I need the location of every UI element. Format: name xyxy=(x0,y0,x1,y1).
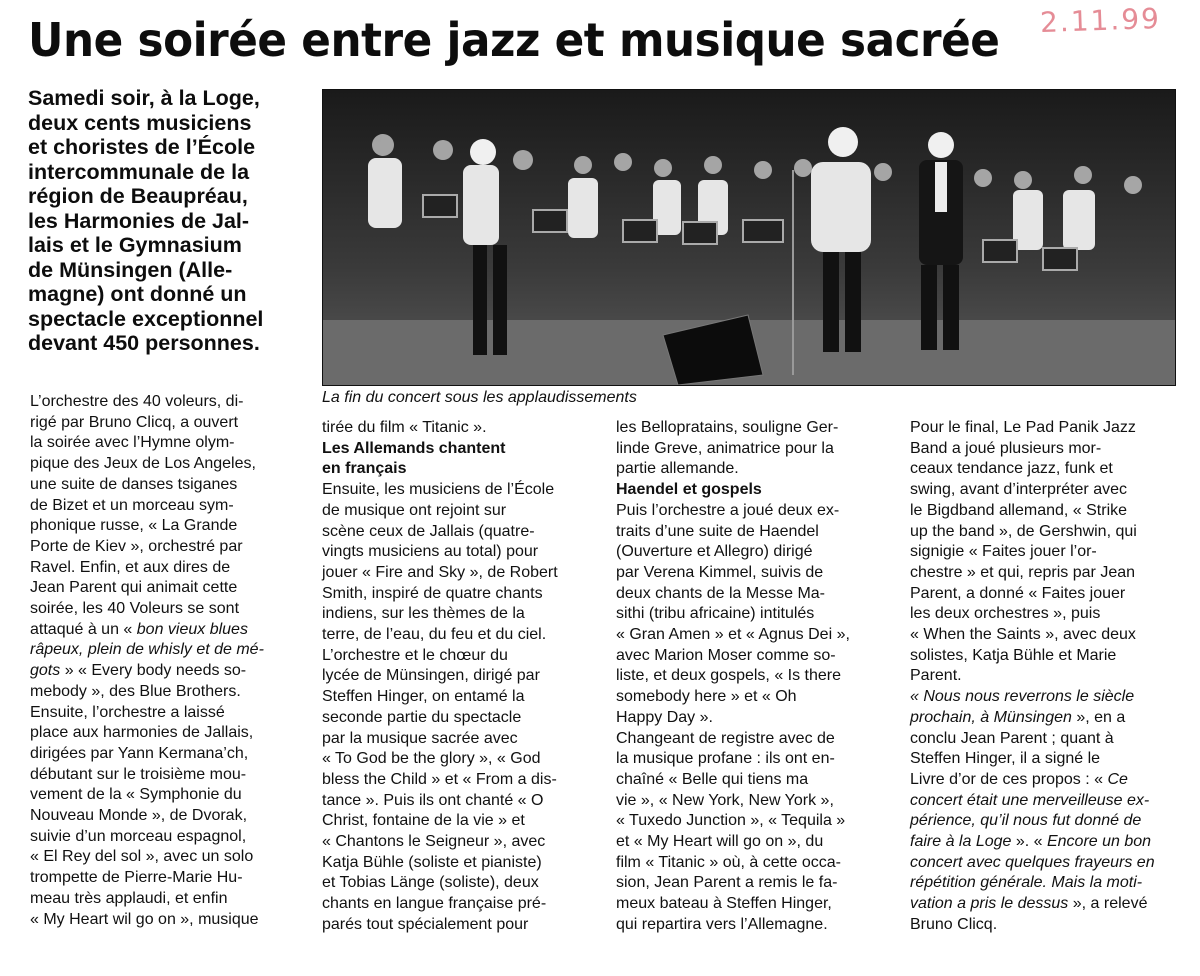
text-segment: », a relevé xyxy=(1068,895,1148,913)
text-line xyxy=(30,661,308,682)
lead-line: spectacle exceptionnel xyxy=(28,306,264,331)
text-line: la soirée avec l’Hymne olym- xyxy=(30,434,235,452)
quote-italic: faire à la Loge xyxy=(910,833,1012,851)
subheading: Haendel et gospels xyxy=(616,481,762,499)
text-line: Porte de Kiev », orchestré par xyxy=(30,537,243,555)
text-line: « Gran Amen » et « Agnus Dei », xyxy=(616,626,850,644)
text-line xyxy=(30,620,308,641)
text-line: chants en langue française pré- xyxy=(322,895,547,913)
text-line: jouer « Fire and Sky », de Robert xyxy=(322,563,558,581)
text-line: Katja Bühle (soliste et pianiste) xyxy=(322,853,542,871)
text-line: « To God be the glory », « God xyxy=(322,750,541,768)
text-line: somebody here » et « Oh xyxy=(616,688,797,706)
text-line: L’orchestre des 40 voleurs, di- xyxy=(30,393,244,410)
quote-italic: gots xyxy=(30,662,61,680)
text-line: bless the Child » et « From a dis- xyxy=(322,770,557,788)
lead-line: magne) ont donné un xyxy=(28,282,247,306)
text-line: Smith, inspiré de quatre chants xyxy=(322,584,543,602)
quote-italic: prochain, à Münsingen xyxy=(910,708,1072,726)
lead-line: Samedi soir, à la Loge, xyxy=(28,86,260,110)
text-line: les Bellopratains, souligne Ger- xyxy=(616,419,839,436)
text-line: de Bizet et un morceau sym- xyxy=(30,496,234,514)
text-line: Steffen Hinger, on entamé la xyxy=(322,688,525,706)
text-line: Puis l’orchestre a joué deux ex- xyxy=(616,501,840,519)
text-line: terre, de l’eau, du feu et du ciel. xyxy=(322,626,547,644)
lead-line: lais et le Gymnasium xyxy=(28,233,242,257)
text-line: et Tobias Länge (soliste), deux xyxy=(322,874,539,892)
text-line xyxy=(910,894,1180,915)
text-line: Pour le final, Le Pad Panik Jazz xyxy=(910,419,1136,436)
quote-italic: Encore un bon xyxy=(1046,833,1152,851)
text-line: le Bigdband allemand, « Strike xyxy=(910,501,1128,519)
subheading: en français xyxy=(322,460,407,478)
text-line: Band a joué plusieurs mor- xyxy=(910,439,1102,457)
text-line: Parent. xyxy=(910,667,962,685)
concert-photo-illustration xyxy=(323,90,1175,385)
text-line: Bruno Clicq. xyxy=(910,915,998,933)
text-line: « El Rey del sol », avec un solo xyxy=(30,848,254,866)
text-line: Ensuite, l’orchestre a laissé xyxy=(30,703,225,721)
text-line: soirée, les 40 Voleurs se sont xyxy=(30,600,240,618)
text-line: Jean Parent qui animait cette xyxy=(30,579,238,597)
text-line: Nouveau Monde », de Dvorak, xyxy=(30,807,248,825)
text-line: les deux orchestres », puis xyxy=(910,605,1101,623)
text-line: répétition générale. Mais la moti- xyxy=(910,874,1143,892)
text-line: périence, qu’il nous fut donné de xyxy=(910,812,1142,830)
lead-line: devant 450 personnes. xyxy=(28,331,260,355)
text-line: et « My Heart will go on », du xyxy=(616,833,824,851)
text-line: phonique russe, « La Grande xyxy=(30,517,238,535)
text-line: conclu Jean Parent ; quant à xyxy=(910,729,1114,747)
text-line: « My Heart wil go on », musique xyxy=(30,910,259,928)
text-line: dirigées par Yann Kermana’ch, xyxy=(30,744,249,762)
text-line: ceaux tendance jazz, funk et xyxy=(910,460,1113,478)
text-line: par Verena Kimmel, suivis de xyxy=(616,563,824,581)
text-segment: attaqué à un « xyxy=(30,620,137,638)
text-segment: Livre d’or de ces propos : « xyxy=(910,770,1108,788)
article-headline: Une soirée entre jazz et musique sacrée xyxy=(28,13,1000,67)
text-line: pique des Jeux de Los Angeles, xyxy=(30,455,256,473)
text-line: lycée de Münsingen, dirigé par xyxy=(322,667,540,685)
text-line: meux bateau à Steffen Hinger, xyxy=(616,895,832,913)
text-line: Happy Day ». xyxy=(616,708,713,726)
article-column-3 xyxy=(616,418,896,936)
lead-line: les Harmonies de Jal- xyxy=(28,208,250,233)
text-line: avec Marion Moser comme so- xyxy=(616,646,836,664)
text-line: vingts musiciens au total) pour xyxy=(322,543,539,561)
text-line: L’orchestre et le chœur du xyxy=(322,646,508,664)
text-line: rigé par Bruno Clicq, a ouvert xyxy=(30,413,239,431)
text-line: « Tuxedo Junction », « Tequila » xyxy=(616,812,846,830)
text-line: mebody », des Blue Brothers. xyxy=(30,682,241,700)
article-lead xyxy=(28,86,318,356)
text-line: qui repartira vers l’Allemagne. xyxy=(616,915,828,933)
text-line: chestre » et qui, repris par Jean xyxy=(910,563,1136,581)
text-line: place aux harmonies de Jallais, xyxy=(30,724,254,742)
text-line: partie allemande. xyxy=(616,460,739,478)
quote-italic: vation a pris le dessus xyxy=(910,895,1069,913)
text-line: up the band », de Gershwin, qui xyxy=(910,522,1137,540)
text-line: râpeux, plein de whisly et de mé- xyxy=(30,641,264,659)
text-line: concert était une merveilleuse ex- xyxy=(910,791,1150,809)
quote-italic: bon vieux blues xyxy=(136,620,248,638)
text-line: « When the Saints », avec deux xyxy=(910,626,1136,644)
quote-italic: Ce xyxy=(1107,770,1128,788)
text-line: seconde partie du spectacle xyxy=(322,708,522,726)
text-line: vie », « New York, New York », xyxy=(616,791,834,809)
text-line: solistes, Katja Bühle et Marie xyxy=(910,646,1117,664)
article-column-1 xyxy=(30,392,308,930)
text-line: Changeant de registre avec de xyxy=(616,729,835,747)
text-line: meau très applaudi, et enfin xyxy=(30,889,228,907)
lead-line: de Münsingen (Alle- xyxy=(28,257,233,282)
text-line: traits d’une suite de Haendel xyxy=(616,522,819,540)
text-segment: » « Every body needs so- xyxy=(60,662,247,680)
text-line: sithi (tribu africaine) intitulés xyxy=(616,605,815,623)
text-line: deux chants de la Messe Ma- xyxy=(616,584,825,602)
text-line: tance ». Puis ils ont chanté « O xyxy=(322,791,544,809)
text-segment: ». « xyxy=(1011,833,1047,851)
text-line: Steffen Hinger, il a signé le xyxy=(910,750,1101,768)
text-line xyxy=(910,770,1180,791)
text-line: vement de la « Symphonie du xyxy=(30,786,242,804)
text-line xyxy=(910,708,1180,729)
text-line: de musique ont rejoint sur xyxy=(322,501,507,519)
text-line: débutant sur le troisième mou- xyxy=(30,765,247,783)
text-line: suivie d’un morceau espagnol, xyxy=(30,827,247,845)
subheading: Les Allemands chantent xyxy=(322,439,506,457)
text-line: swing, avant d’interpréter avec xyxy=(910,481,1127,499)
article-column-4 xyxy=(910,418,1180,936)
text-line: Ravel. Enfin, et aux dires de xyxy=(30,558,231,576)
text-line: « Nous nous reverrons le siècle xyxy=(910,688,1135,706)
lead-line: et choristes de l’École xyxy=(28,135,256,159)
text-line: linde Greve, animatrice pour la xyxy=(616,439,834,457)
text-segment: », en a xyxy=(1071,708,1126,726)
text-line: film « Titanic » où, à cette occa- xyxy=(616,853,841,871)
text-line: la musique profane : ils ont en- xyxy=(616,750,835,768)
text-line: par la musique sacrée avec xyxy=(322,729,518,747)
text-line: trompette de Pierre-Marie Hu- xyxy=(30,869,243,887)
text-line: Parent, a donné « Faites jouer xyxy=(910,584,1126,602)
text-line: (Ouverture et Allegro) dirigé xyxy=(616,543,813,561)
text-line: liste, et deux gospels, « Is there xyxy=(616,667,842,685)
handwritten-date-stamp: 2.11.99 xyxy=(1039,1,1162,40)
text-line: « Chantons le Seigneur », avec xyxy=(322,833,546,851)
text-line: scène ceux de Jallais (quatre- xyxy=(322,522,535,540)
lead-line: deux cents musiciens xyxy=(28,110,252,135)
text-line: Ensuite, les musiciens de l’École xyxy=(322,481,555,499)
text-line: concert avec quelques frayeurs en xyxy=(910,853,1155,871)
lead-line: intercommunale de la xyxy=(28,159,250,184)
lead-line: région de Beaupréau, xyxy=(28,184,248,208)
article-column-2 xyxy=(322,418,602,936)
photo-caption: La fin du concert sous les applaudissements xyxy=(322,389,637,406)
text-line: une suite de danses tsiganes xyxy=(30,475,238,493)
text-line xyxy=(910,832,1180,853)
text-line: sion, Jean Parent a remis le fa- xyxy=(616,874,838,892)
text-line: tirée du film « Titanic ». xyxy=(322,419,487,436)
text-line: parés tout spécialement pour xyxy=(322,915,529,933)
text-line: indiens, sur les thèmes de la xyxy=(322,605,525,623)
text-line: signigie « Faites jouer l’or- xyxy=(910,543,1097,561)
text-line: chaîné « Belle qui tiens ma xyxy=(616,770,809,788)
text-line: Christ, fontaine de la vie » et xyxy=(322,812,525,830)
concert-photo xyxy=(322,89,1176,386)
